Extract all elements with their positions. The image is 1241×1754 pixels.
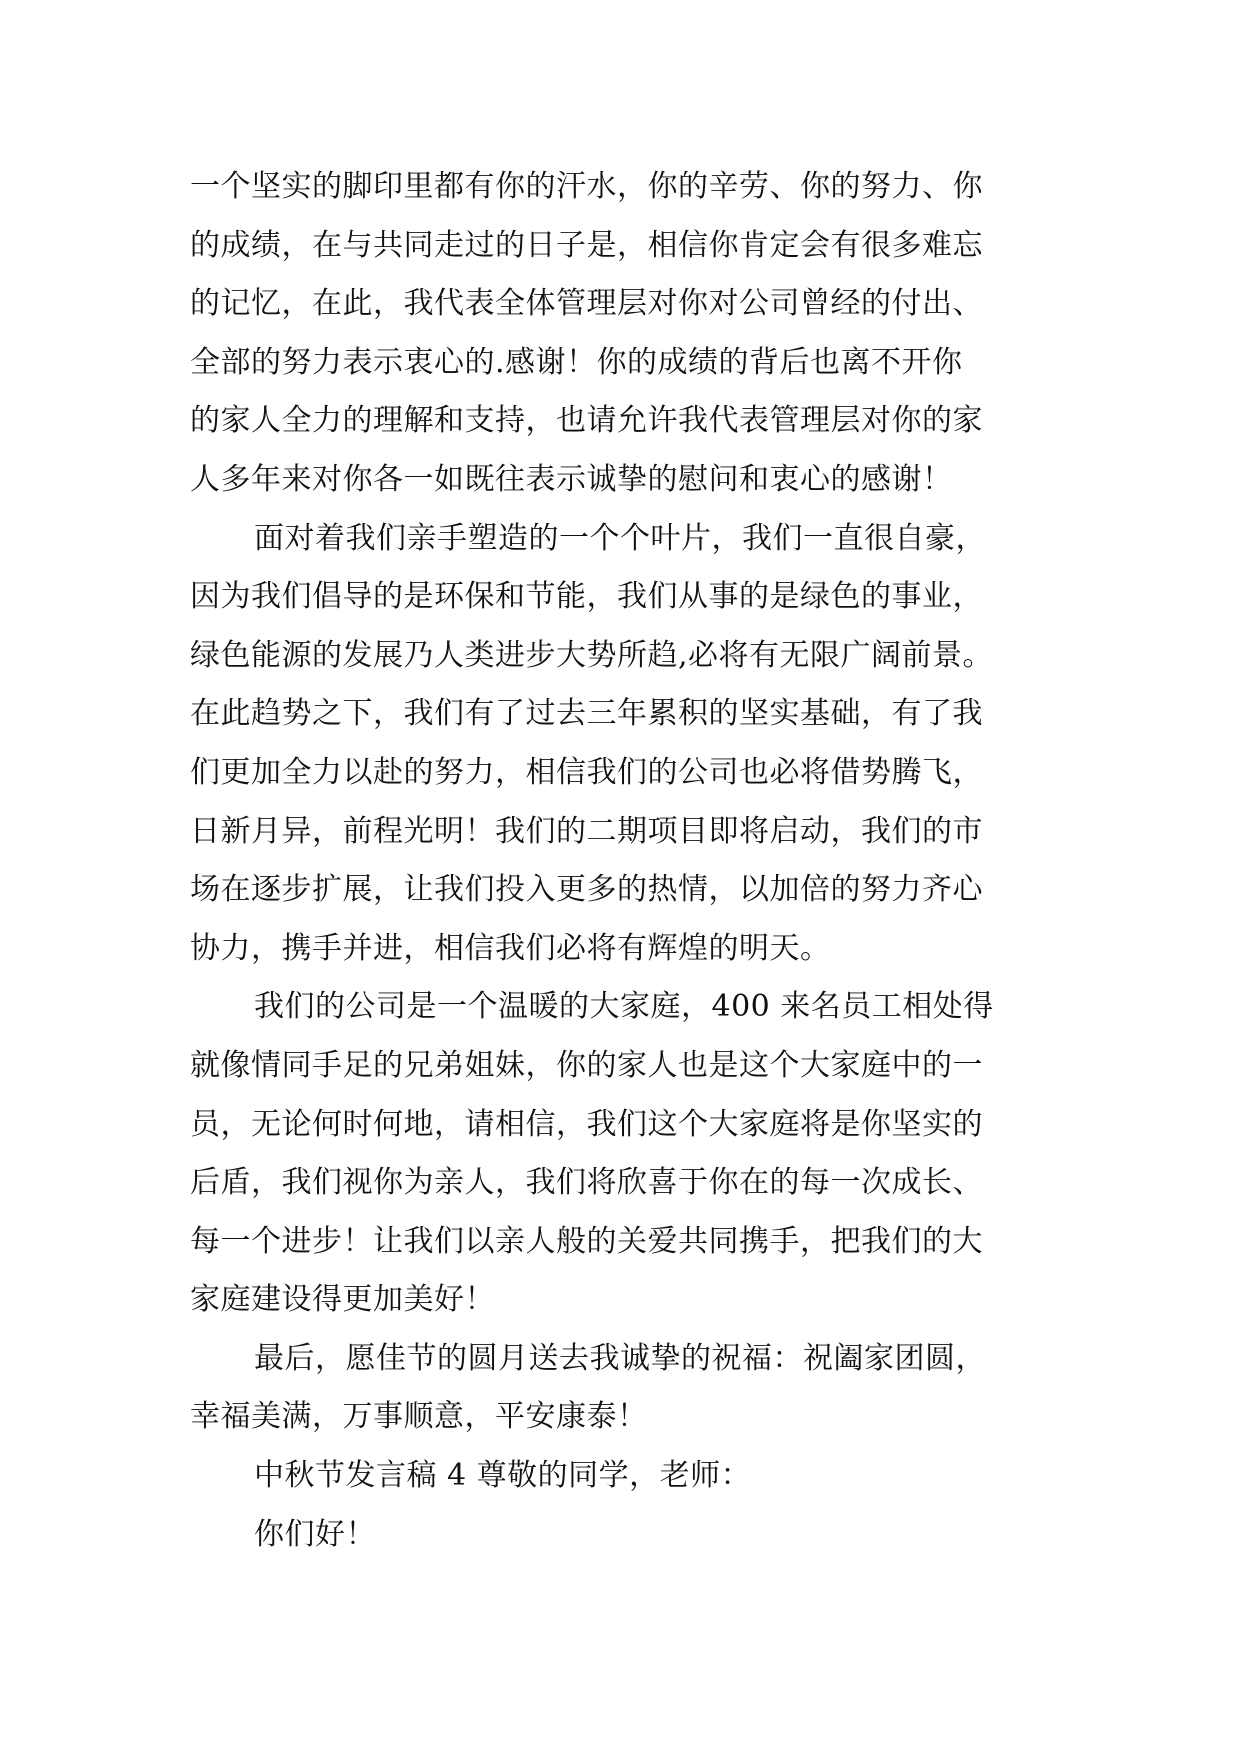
text-line: 就像情同手足的兄弟姐妹，你的家人也是这个大家庭中的一 [190, 1047, 983, 1083]
text-line: 的家人全力的理解和支持，也请允许我代表管理层对你的家 [190, 403, 983, 439]
text-line: 后盾，我们视你为亲人，我们将欣喜于你在的每一次成长、 [190, 1165, 983, 1201]
text-line: 协力，携手并进，相信我们必将有辉煌的明天。 [190, 930, 831, 966]
text-line: 的记忆，在此，我代表全体管理层对你对公司曾经的付出、 [190, 286, 983, 322]
paragraph-first-line: 我们的公司是一个温暖的大家庭，400 来名员工相处得 [254, 989, 994, 1025]
greeting-line: 你们好！ [254, 1516, 376, 1552]
text-line: 员，无论何时何地，请相信，我们这个大家庭将是你坚实的 [190, 1106, 983, 1142]
text-line: 人多年来对你各一如既往表示诚挚的慰问和衷心的感谢！ [190, 461, 953, 497]
text-line: 每一个进步！让我们以亲人般的关爱共同携手，把我们的大 [190, 1223, 983, 1259]
text-line: 家庭建设得更加美好！ [190, 1282, 495, 1318]
text-line: 的成绩，在与共同走过的日子是，相信你肯定会有很多难忘 [190, 227, 983, 263]
text-line: 日新月异，前程光明！我们的二期项目即将启动，我们的市 [190, 813, 983, 849]
text-line: 全部的努力表示衷心的.感谢！你的成绩的背后也离不开你 [190, 344, 963, 380]
text-line: 一个坚实的脚印里都有你的汗水，你的辛劳、你的努力、你 [190, 169, 983, 204]
paragraph-first-line: 最后，愿佳节的圆月送去我诚挚的祝福：祝阖家团圆， [254, 1340, 986, 1376]
text-line: 幸福美满，万事顺意，平安康泰！ [190, 1399, 648, 1435]
paragraph-first-line: 面对着我们亲手塑造的一个个叶片，我们一直很自豪， [254, 520, 986, 556]
text-line: 绿色能源的发展乃人类进步大势所趋,必将有无限广阔前景。 [190, 637, 994, 673]
body-text [190, 158, 1060, 1564]
text-line: 因为我们倡导的是环保和节能，我们从事的是绿色的事业， [190, 579, 983, 615]
text-line: 们更加全力以赴的努力，相信我们的公司也必将借势腾飞， [190, 754, 983, 790]
text-line: 在此趋势之下，我们有了过去三年累积的坚实基础，有了我 [190, 696, 983, 732]
section-title-line: 中秋节发言稿 4 尊敬的同学，老师： [254, 1458, 752, 1494]
text-line: 场在逐步扩展，让我们投入更多的热情，以加倍的努力齐心 [190, 872, 983, 908]
